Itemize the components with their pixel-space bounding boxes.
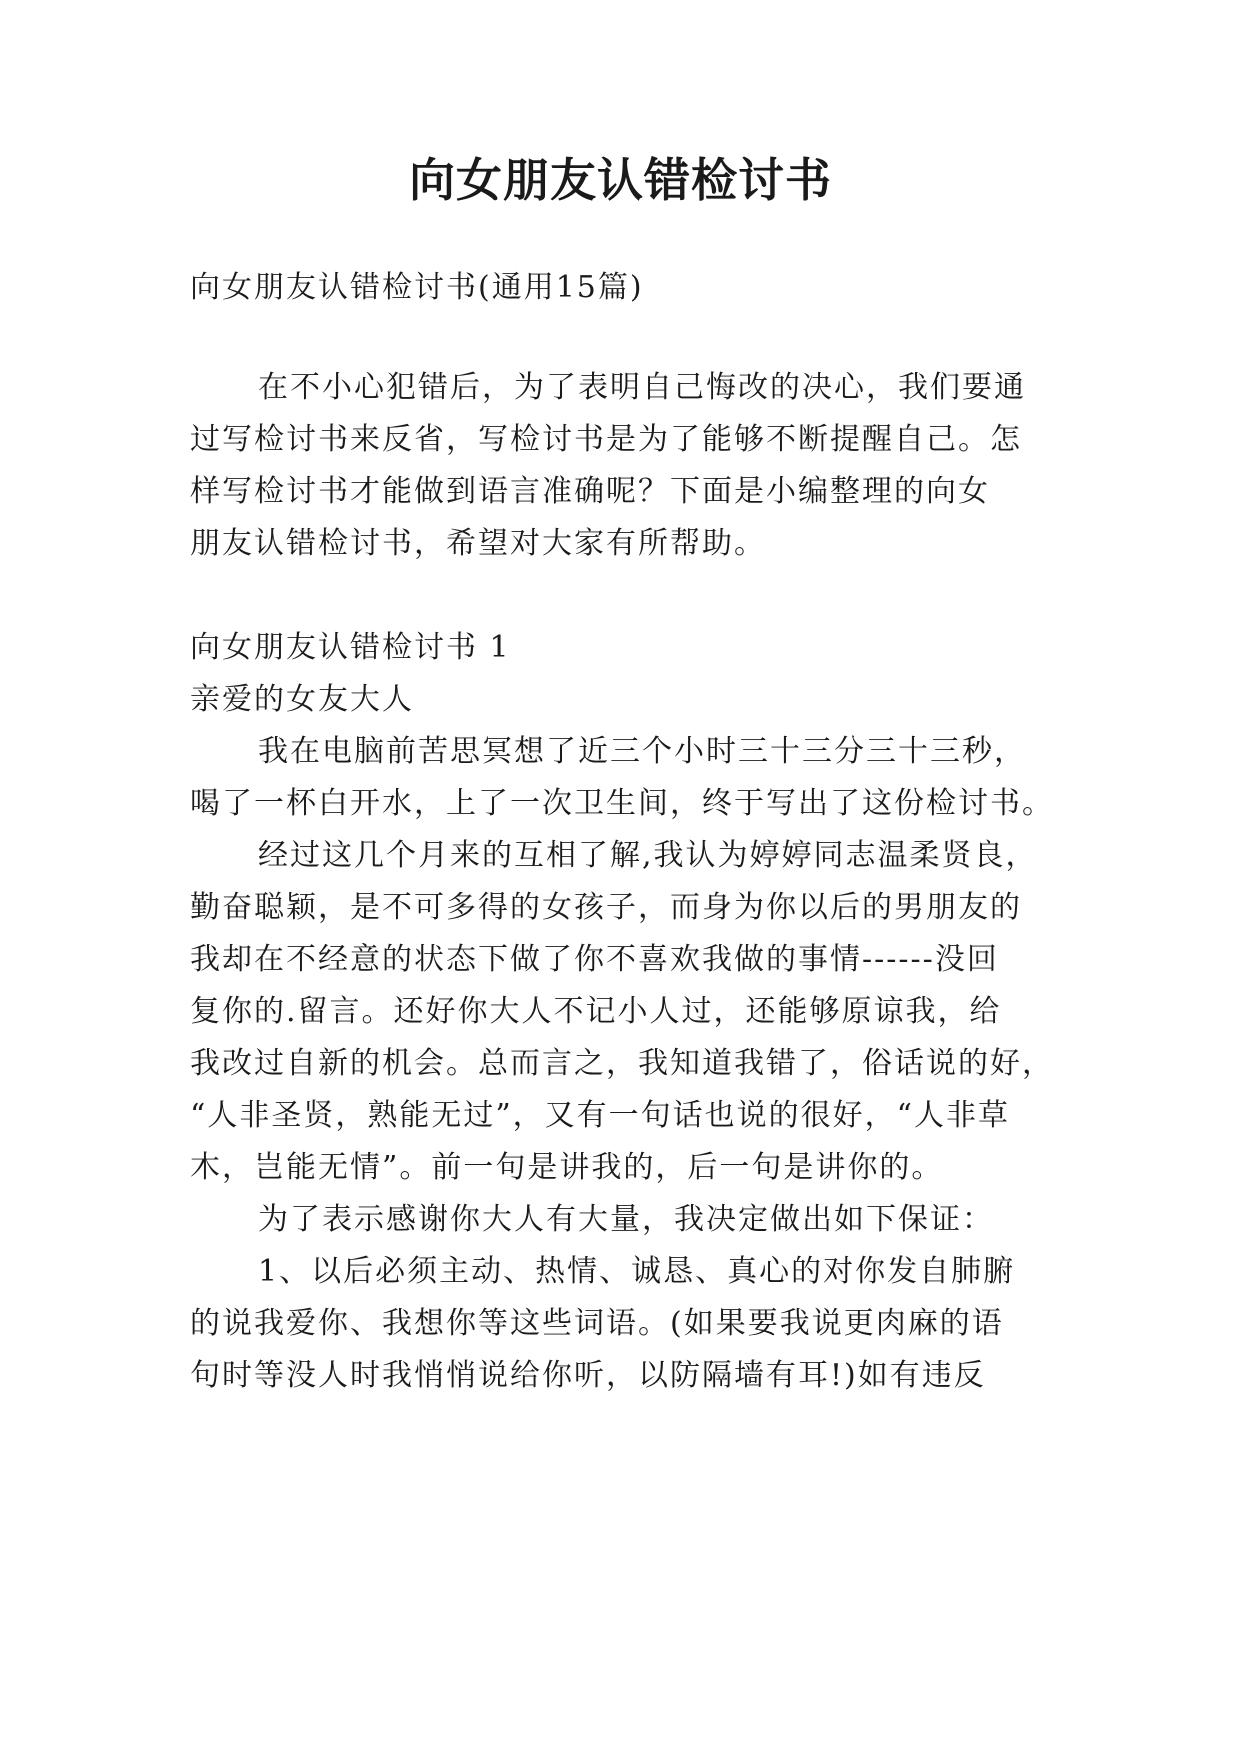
document-subtitle: 向女朋友认错检讨书(通用15篇) (190, 270, 644, 305)
section-heading: 向女朋友认错检讨书 1 (190, 630, 511, 665)
body-line: 勤奋聪颖，是不可多得的女孩子，而身为你以后的男朋友的 (190, 890, 1022, 925)
document-title: 向女朋友认错检讨书 (409, 153, 832, 207)
intro-line: 在不小心犯错后，为了表明自己悔改的决心，我们要通 (258, 370, 1026, 405)
intro-line: 样写检讨书才能做到语言准确呢？下面是小编整理的向女 (190, 474, 990, 509)
body-line: “人非圣贤，熟能无过”，又有一句话也说的很好，“人非草 (190, 1098, 1011, 1133)
body-line: 木，岂能无情”。前一句是讲我的，后一句是讲你的。 (190, 1150, 944, 1185)
body-line: 喝了一杯白开水，上了一次卫生间，终于写出了这份检讨书。 (190, 786, 1054, 821)
body-line: 我在电脑前苦思冥想了近三个小时三十三分三十三秒， (258, 734, 1026, 769)
intro-line: 朋友认错检讨书，希望对大家有所帮助。 (190, 526, 766, 561)
body-line: 我却在不经意的状态下做了你不喜欢我做的事情------没回 (190, 942, 999, 977)
body-line: 的说我爱你、我想你等这些词语。(如果要我说更肉麻的语 (190, 1306, 1004, 1341)
body-line: 我改过自新的机会。总而言之，我知道我错了，俗话说的好， (190, 1046, 1054, 1081)
intro-line: 过写检讨书来反省，写检讨书是为了能够不断提醒自己。怎 (190, 422, 1022, 457)
body-line: 句时等没人时我悄悄说给你听，以防隔墙有耳!)如有违反 (190, 1358, 986, 1393)
body-line: 复你的.留言。还好你大人不记小人过，还能够原谅我，给 (190, 994, 1002, 1029)
body-line: 经过这几个月来的互相了解,我认为婷婷同志温柔贤良， (258, 838, 1038, 873)
salutation: 亲爱的女友大人 (190, 682, 414, 717)
body-line: 1、以后必须主动、热情、诚恳、真心的对你发自肺腑 (258, 1254, 1016, 1289)
body-line: 为了表示感谢你大人有大量，我决定做出如下保证： (258, 1202, 994, 1237)
